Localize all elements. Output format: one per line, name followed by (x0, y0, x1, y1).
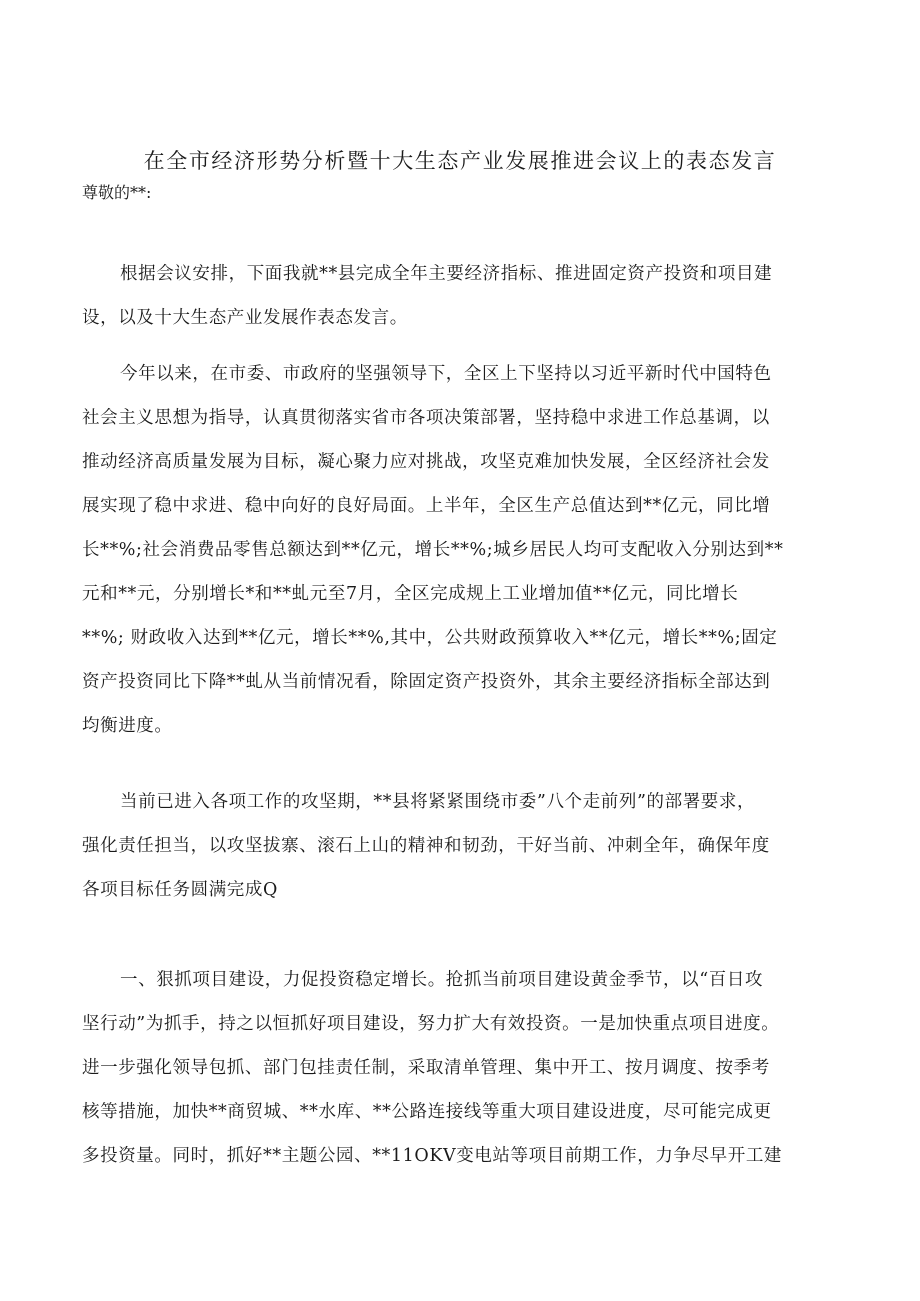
paragraph-line: 各项目标任务圆满完成Q (82, 880, 278, 900)
paragraph-line: **%; 财政收入达到**亿元，增长**%,其中，公共财政预算收入**亿元，增长**%;固定 (82, 628, 778, 648)
paragraph-line: 均衡进度。 (82, 716, 173, 736)
paragraph-line: 强化责任担当，以攻坚拔寨、滚石上山的精神和韧劲，干好当前、冲刺全年，确保年度 (82, 836, 770, 856)
paragraph-line: 当前已进入各项工作的攻坚期，**县将紧紧围绕市委”八个走前列”的部署要求， (120, 792, 756, 812)
paragraph-line: 根据会议安排，下面我就**县完成全年主要经济指标、推进固定资产投资和项目建 (120, 264, 773, 284)
paragraph-line: 推动经济高质量发展为目标，凝心聚力应对挑战，攻坚克难加快发展，全区经济社会发 (82, 452, 770, 472)
paragraph-line: 今年以来，在市委、市政府的坚强领导下，全区上下坚持以习近平新时代中国特色 (120, 364, 772, 384)
paragraph-line: 核等措施，加快**商贸城、**水库、**公路连接线等重大项目建设进度，尽可能完成更 (82, 1102, 772, 1122)
paragraph-commitment (82, 780, 842, 912)
salutation: 尊敬的**: (82, 183, 152, 202)
document-title: 在全市经济形势分析暨十大生态产业发展推进会议上的表态发言 (143, 149, 777, 173)
paragraph-line: 多投资量。同时，抓好**主题公园、**11OKV变电站等项目前期工作，力争尽早开工建 (82, 1146, 783, 1166)
paragraph-line: 长**%;社会消费品零售总额达到**亿元，增长**%;城乡居民人均可支配收入分别达到** (82, 540, 784, 560)
paragraph-line: 元和**元，分别增长*和**虬元至7月，全区完成规上工业增加值**亿元，同比增长 (82, 584, 739, 604)
paragraph-line: 进一步强化领导包抓、部门包挂责任制，采取清单管理、集中开工、按月调度、按季考 (82, 1058, 770, 1078)
paragraph-line: 社会主义思想为指导，认真贯彻落实省市各项决策部署，坚持稳中求进工作总基调，以 (82, 408, 770, 428)
paragraph-economic-situation (82, 352, 842, 748)
paragraph-line: 展实现了稳中求进、稳中向好的良好局面。上半年，全区生产总值达到**亿元，同比增 (82, 496, 771, 516)
paragraph-line: 设，以及十大生态产业发展作表态发言。 (82, 308, 408, 328)
paragraph-intro (82, 252, 842, 340)
paragraph-project-construction (82, 958, 842, 1178)
paragraph-line: 一、狠抓项目建设，力促投资稳定增长。抢抓当前项目建设黄金季节，以“百日攻 (120, 970, 764, 990)
paragraph-line: 资产投资同比下降**虬从当前情况看，除固定资产投资外，其余主要经济指标全部达到 (82, 672, 771, 692)
paragraph-line: 坚行动”为抓手，持之以恒抓好项目建设，努力扩大有效投资。一是加快重点项目进度。 (82, 1014, 780, 1034)
